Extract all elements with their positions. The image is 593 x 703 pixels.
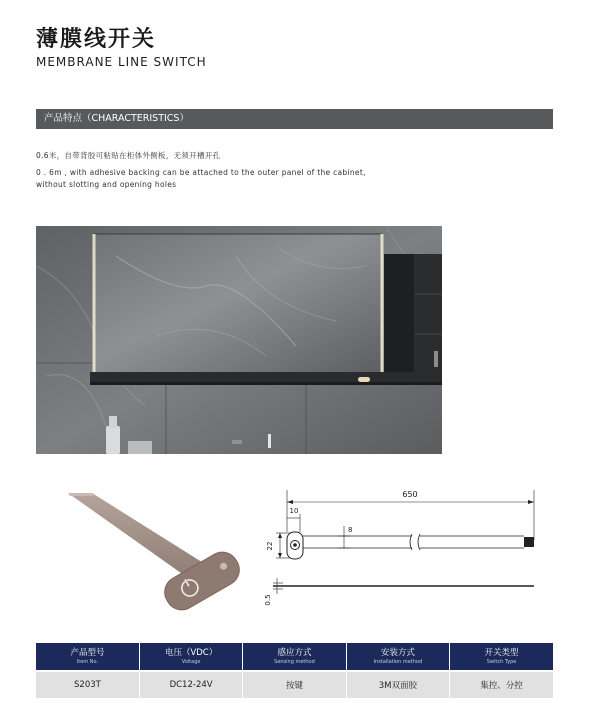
description-en: 0 . 6m , with adhesive backing can be attached to the outer panel of the cabinet, without slotting and opening holes [36,168,366,189]
header-item-no: 产品型号 Item No. [36,643,139,671]
cell-sensing-method: 按键 [243,671,346,698]
dim-head-height-label: 22 [266,541,274,551]
spec-table-header-row [36,643,553,671]
cell-voltage: DC12-24V [139,671,242,698]
product-scene-photo [36,226,442,454]
dimension-drawing [258,480,558,620]
header-installation-method: 安装方式 Installation method [346,643,449,671]
dim-head-width-label: 10 [289,507,299,515]
cell-switch-type: 集控、分控 [450,671,553,698]
header-switch-type: 开关类型 Switch Type [450,643,553,671]
cell-item-no: S203T [36,671,139,698]
table-row [36,671,553,698]
description-cn: 0.6米，自带背胶可粘贴在柜体外侧板，无须开槽开孔 [36,151,221,160]
cell-installation-method: 3M双面胶 [346,671,449,698]
page-title: 薄膜线开关 [36,27,157,52]
bathroom-mirror-image [36,226,442,454]
header-sensing-method: 感应方式 Sensing method [243,643,346,671]
spec-table [36,643,553,698]
characteristics-section-bar: 产品特点（CHARACTERISTICS） [36,109,553,129]
dim-length-label: 650 [402,490,418,499]
dim-thickness-label: 0.5 [264,594,272,606]
page-subtitle: MEMBRANE LINE SWITCH [36,55,207,69]
dim-strip-width-label: 8 [348,526,353,534]
switch-product-image [60,488,240,618]
header-voltage: 电压（VDC） Voltage [139,643,242,671]
